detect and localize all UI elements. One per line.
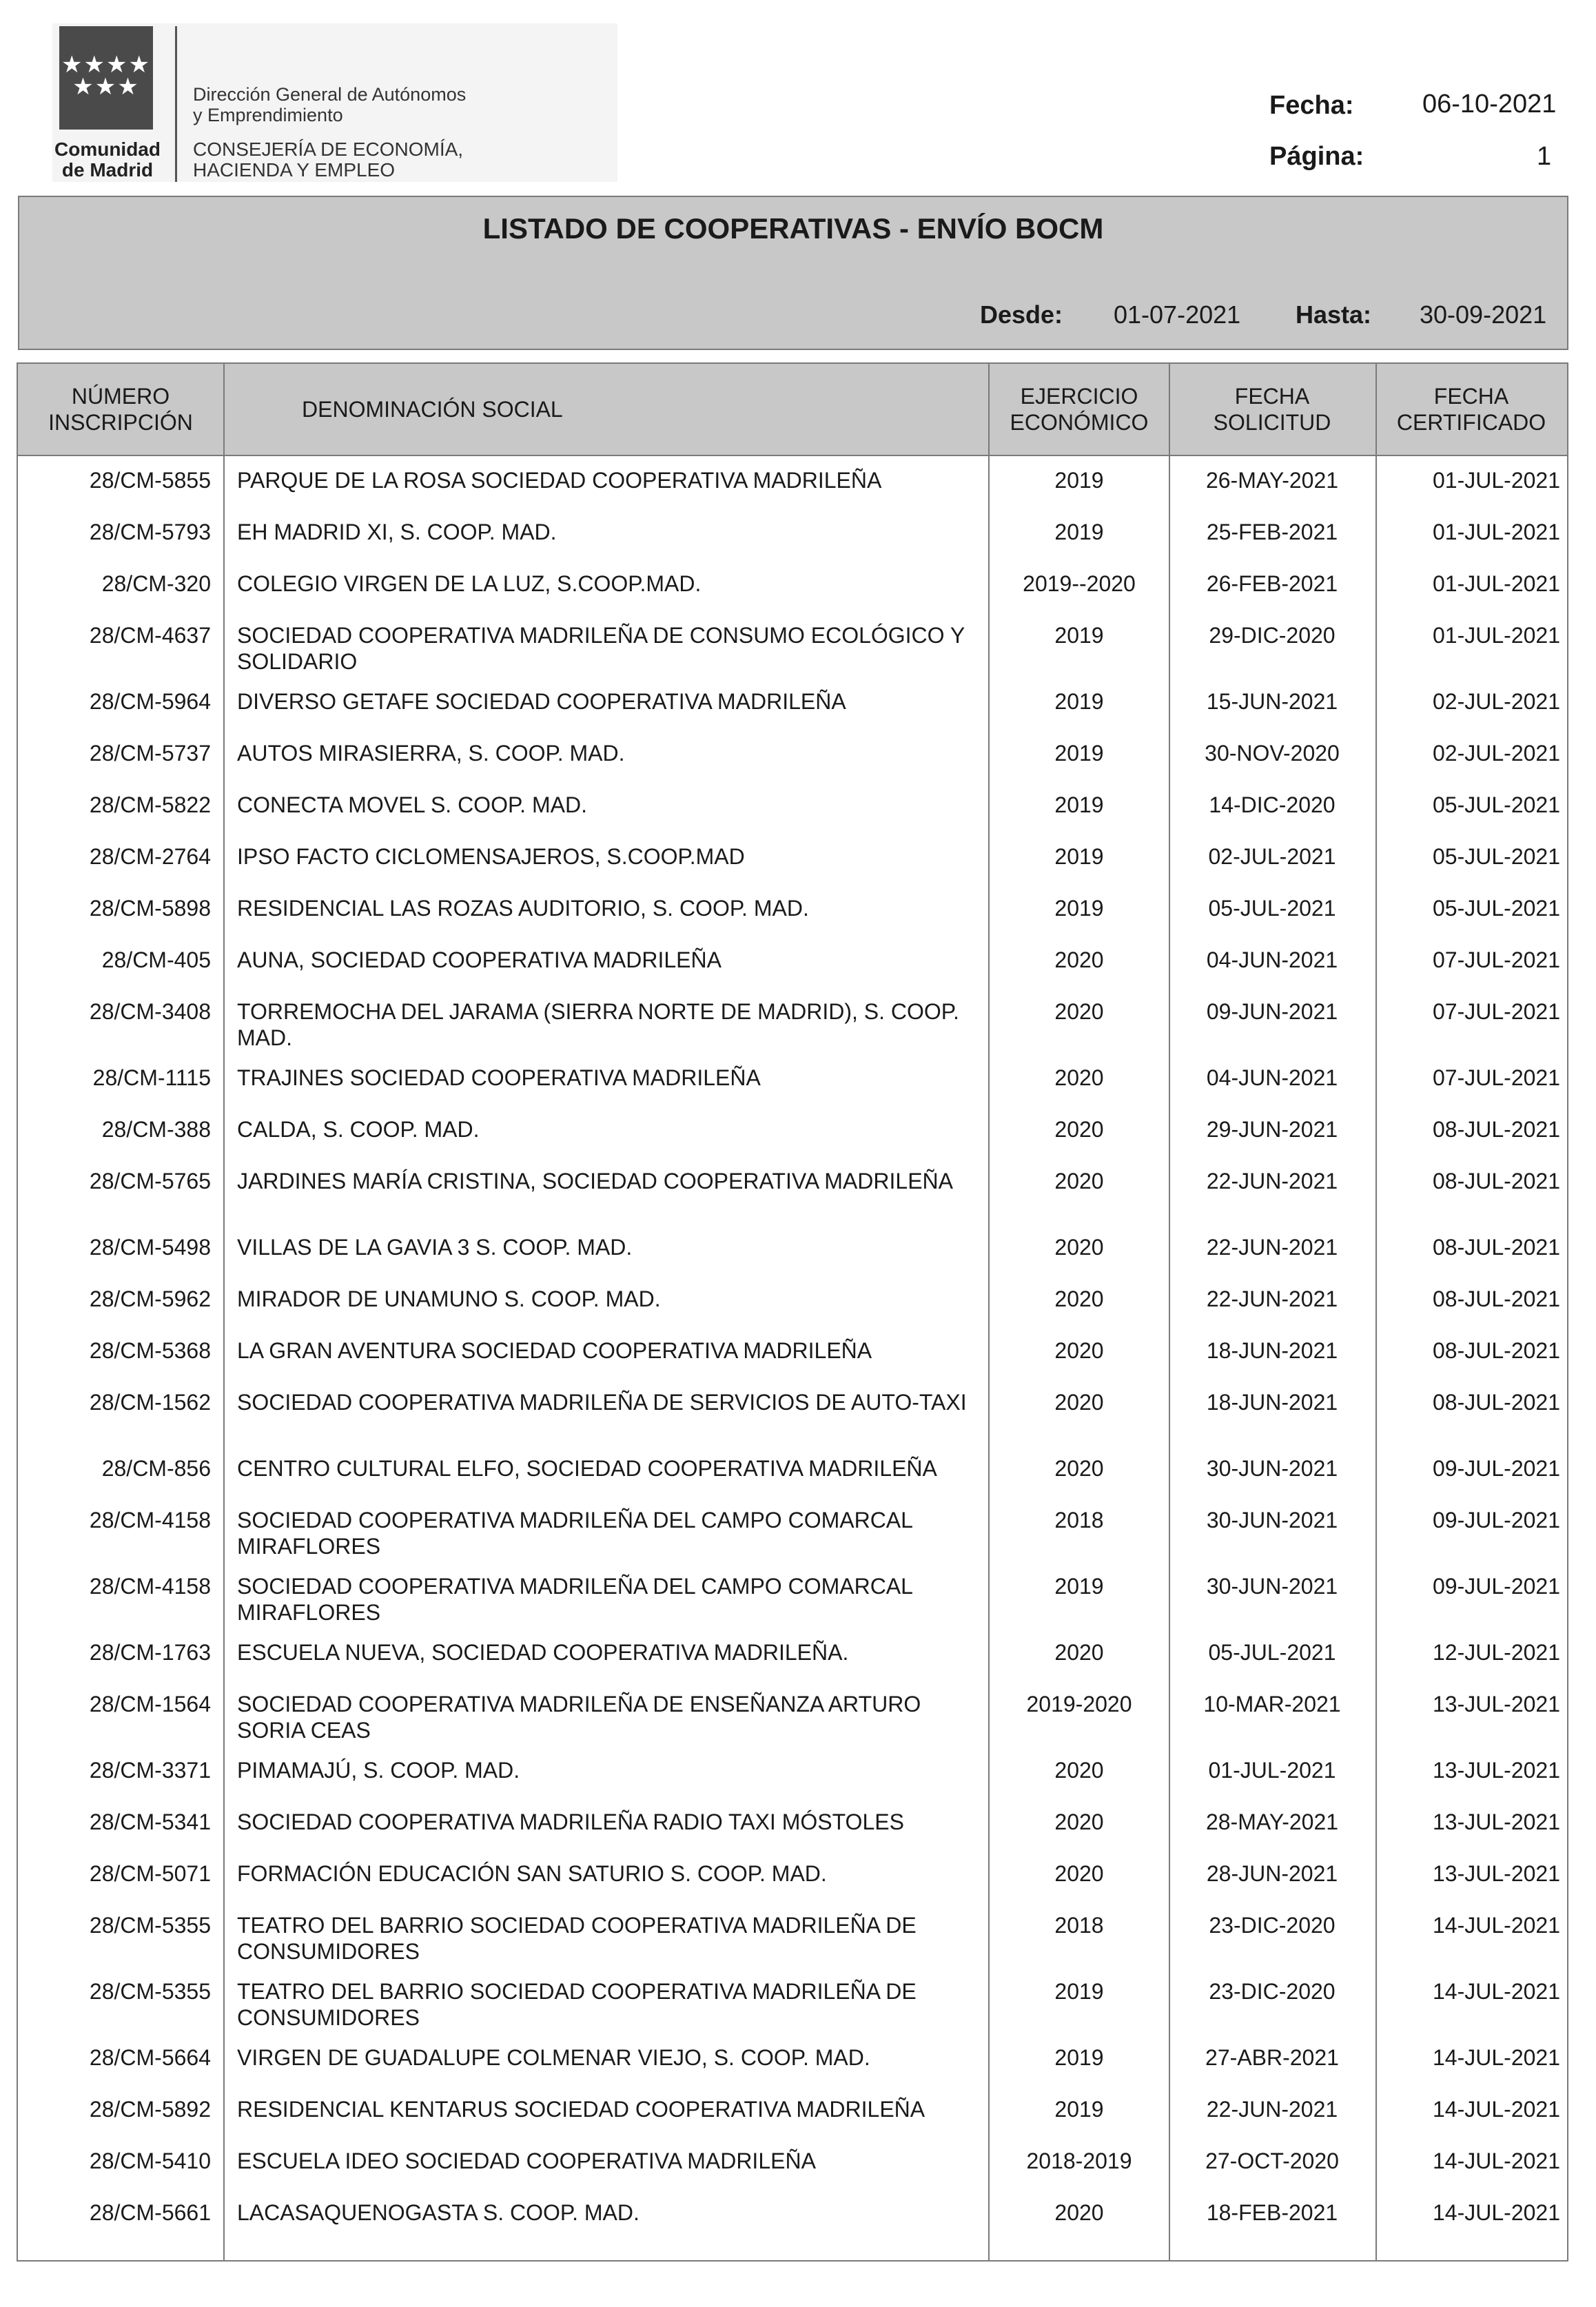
- cell-numero-inscripcion: 28/CM-4158: [89, 1508, 211, 1532]
- cell-denominacion-social: COLEGIO VIRGEN DE LA LUZ, S.COOP.MAD.: [237, 571, 702, 596]
- cell-numero-inscripcion: 28/CM-5368: [89, 1338, 211, 1363]
- cell-denominacion-social: TRAJINES SOCIEDAD COOPERATIVA MADRILEÑA: [237, 1065, 761, 1090]
- cell-ejercicio-economico: 2020: [1054, 1456, 1104, 1481]
- cell-ejercicio-economico: 2020: [1054, 947, 1104, 972]
- cell-numero-inscripcion: 28/CM-1564: [89, 1692, 211, 1716]
- cell-ejercicio-economico: 2020: [1054, 1117, 1104, 1142]
- table-row: [18, 2148, 1567, 2200]
- table-row: [18, 1757, 1567, 1809]
- table-row: [18, 740, 1567, 792]
- cell-numero-inscripcion: 28/CM-388: [101, 1117, 211, 1142]
- hasta-value: 30-09-2021: [1420, 300, 1547, 329]
- cell-numero-inscripcion: 28/CM-5765: [89, 1169, 211, 1193]
- table-row: [18, 792, 1567, 843]
- cooperatives-table: [17, 362, 1568, 2262]
- header-fecha-solicitud: FECHA SOLICITUD: [1213, 384, 1331, 435]
- cell-numero-inscripcion: 28/CM-320: [101, 571, 211, 596]
- cell-fecha-solicitud: 22-JUN-2021: [1206, 1169, 1338, 1193]
- cell-denominacion-social: SOCIEDAD COOPERATIVA MADRILEÑA RADIO TAXI MÓSTOLES: [237, 1809, 904, 1834]
- table-row: [18, 1809, 1567, 1860]
- cell-ejercicio-economico: 2020: [1054, 1065, 1104, 1090]
- cell-fecha-solicitud: 26-MAY-2021: [1205, 468, 1339, 493]
- cell-denominacion-social: IPSO FACTO CICLOMENSAJEROS, S.COOP.MAD: [237, 844, 745, 869]
- cell-fecha-certificado: 05-JUL-2021: [1433, 792, 1560, 817]
- table-row: [18, 467, 1567, 519]
- cell-fecha-certificado: 13-JUL-2021: [1433, 1809, 1560, 1834]
- cell-fecha-solicitud: 22-JUN-2021: [1206, 1286, 1338, 1311]
- cell-fecha-certificado: 01-JUL-2021: [1433, 571, 1560, 596]
- cell-ejercicio-economico: 2019: [1054, 2045, 1104, 2070]
- cell-numero-inscripcion: 28/CM-5962: [89, 1286, 211, 1311]
- cell-denominacion-social: SOCIEDAD COOPERATIVA MADRILEÑA DE SERVICIOS DE AUTO-TAXI: [237, 1390, 967, 1415]
- cell-fecha-certificado: 09-JUL-2021: [1433, 1456, 1560, 1481]
- cell-fecha-certificado: 07-JUL-2021: [1433, 1065, 1560, 1090]
- cell-fecha-solicitud: 02-JUL-2021: [1208, 844, 1336, 869]
- cell-ejercicio-economico: 2020: [1054, 1640, 1104, 1665]
- cell-numero-inscripcion: 28/CM-5793: [89, 520, 211, 544]
- cell-ejercicio-economico: 2019: [1054, 623, 1104, 648]
- cell-fecha-solicitud: 09-JUN-2021: [1206, 999, 1338, 1024]
- table-row: [18, 1234, 1567, 1286]
- cell-numero-inscripcion: 28/CM-3371: [89, 1758, 211, 1783]
- cell-fecha-certificado: 14-JUL-2021: [1433, 2045, 1560, 2070]
- desde-value: 01-07-2021: [1114, 300, 1241, 329]
- cell-numero-inscripcion: 28/CM-3408: [89, 999, 211, 1024]
- cell-fecha-certificado: 14-JUL-2021: [1433, 1913, 1560, 1938]
- table-row: [18, 1065, 1567, 1116]
- cell-ejercicio-economico: 2018-2019: [1026, 2149, 1132, 2173]
- cell-denominacion-social: DIVERSO GETAFE SOCIEDAD COOPERATIVA MADRILEÑA: [237, 689, 846, 714]
- cell-fecha-certificado: 01-JUL-2021: [1433, 468, 1560, 493]
- cell-numero-inscripcion: 28/CM-1562: [89, 1390, 211, 1415]
- department-name: CONSEJERÍA DE ECONOMÍA, HACIENDA Y EMPLEO: [193, 139, 464, 181]
- cell-denominacion-social: RESIDENCIAL LAS ROZAS AUDITORIO, S. COOP. MAD.: [237, 896, 809, 921]
- cell-numero-inscripcion: 28/CM-5855: [89, 468, 211, 493]
- cell-ejercicio-economico: 2019: [1054, 896, 1104, 921]
- cell-denominacion-social: VILLAS DE LA GAVIA 3 S. COOP. MAD.: [237, 1235, 633, 1260]
- cell-fecha-solicitud: 01-JUL-2021: [1208, 1758, 1336, 1783]
- cell-ejercicio-economico: 2020: [1054, 1235, 1104, 1260]
- cell-ejercicio-economico: 2019: [1054, 2097, 1104, 2122]
- header-numero-inscripcion: NÚMERO INSCRIPCIÓN: [48, 384, 193, 435]
- cell-denominacion-social: PARQUE DE LA ROSA SOCIEDAD COOPERATIVA MADRILEÑA: [237, 468, 882, 493]
- cell-numero-inscripcion: 28/CM-5355: [89, 1979, 211, 2004]
- cell-denominacion-social: LA GRAN AVENTURA SOCIEDAD COOPERATIVA MADRILEÑA: [237, 1338, 872, 1363]
- cell-denominacion-social: PIMAMAJÚ, S. COOP. MAD.: [237, 1758, 520, 1783]
- table-row: [18, 622, 1567, 688]
- page-title: LISTADO DE COOPERATIVAS - ENVÍO BOCM: [482, 212, 1104, 245]
- cell-fecha-solicitud: 27-ABR-2021: [1205, 2045, 1339, 2070]
- cell-fecha-solicitud: 23-DIC-2020: [1209, 1979, 1336, 2004]
- cell-fecha-solicitud: 26-FEB-2021: [1206, 571, 1338, 596]
- title-box: [18, 196, 1568, 350]
- cell-ejercicio-economico: 2020: [1054, 999, 1104, 1024]
- cell-fecha-solicitud: 27-OCT-2020: [1205, 2149, 1339, 2173]
- cell-fecha-solicitud: 29-DIC-2020: [1209, 623, 1336, 648]
- cell-fecha-certificado: 08-JUL-2021: [1433, 1169, 1560, 1193]
- logo-divider: [175, 26, 177, 182]
- cell-ejercicio-economico: 2019: [1054, 1574, 1104, 1599]
- pagina-label: Página:: [1269, 142, 1364, 171]
- table-row: [18, 1860, 1567, 1912]
- cell-denominacion-social: VIRGEN DE GUADALUPE COLMENAR VIEJO, S. COOP. MAD.: [237, 2045, 870, 2070]
- cell-fecha-certificado: 08-JUL-2021: [1433, 1338, 1560, 1363]
- cell-fecha-certificado: 13-JUL-2021: [1433, 1758, 1560, 1783]
- cell-denominacion-social: EH MADRID XI, S. COOP. MAD.: [237, 520, 557, 544]
- table-row: [18, 1639, 1567, 1691]
- cell-fecha-certificado: 07-JUL-2021: [1433, 999, 1560, 1024]
- cell-denominacion-social: TEATRO DEL BARRIO SOCIEDAD COOPERATIVA MADRILEÑA DE CONSUMIDORES: [237, 1979, 917, 2030]
- cell-fecha-certificado: 08-JUL-2021: [1433, 1117, 1560, 1142]
- cell-numero-inscripcion: 28/CM-5071: [89, 1861, 211, 1886]
- desde-label: Desde:: [980, 300, 1063, 329]
- cell-fecha-certificado: 09-JUL-2021: [1433, 1508, 1560, 1532]
- header-denominacion-social: DENOMINACIÓN SOCIAL: [302, 397, 563, 422]
- table-row: [18, 1286, 1567, 1337]
- cell-denominacion-social: CENTRO CULTURAL ELFO, SOCIEDAD COOPERATIVA MADRILEÑA: [237, 1456, 937, 1481]
- pagina-value: 1: [1537, 142, 1552, 171]
- cell-denominacion-social: FORMACIÓN EDUCACIÓN SAN SATURIO S. COOP. MAD.: [237, 1861, 827, 1886]
- table-row: [18, 1573, 1567, 1639]
- cell-ejercicio-economico: 2019--2020: [1023, 571, 1136, 596]
- cell-numero-inscripcion: 28/CM-5661: [89, 2200, 211, 2225]
- cell-fecha-solicitud: 23-DIC-2020: [1209, 1913, 1336, 1938]
- cell-fecha-solicitud: 22-JUN-2021: [1206, 2097, 1338, 2122]
- cell-fecha-certificado: 13-JUL-2021: [1433, 1861, 1560, 1886]
- cell-numero-inscripcion: 28/CM-405: [101, 947, 211, 972]
- cell-fecha-solicitud: 04-JUN-2021: [1206, 1065, 1338, 1090]
- cell-fecha-certificado: 14-JUL-2021: [1433, 2149, 1560, 2173]
- cell-numero-inscripcion: 28/CM-856: [101, 1456, 211, 1481]
- cell-ejercicio-economico: 2020: [1054, 1390, 1104, 1415]
- cell-ejercicio-economico: 2020: [1054, 1169, 1104, 1193]
- cell-numero-inscripcion: 28/CM-5664: [89, 2045, 211, 2070]
- cell-fecha-certificado: 12-JUL-2021: [1433, 1640, 1560, 1665]
- cell-fecha-solicitud: 30-NOV-2020: [1205, 741, 1340, 766]
- cell-fecha-certificado: 02-JUL-2021: [1433, 741, 1560, 766]
- hasta-label: Hasta:: [1296, 300, 1372, 329]
- cell-ejercicio-economico: 2018: [1054, 1913, 1104, 1938]
- cell-denominacion-social: RESIDENCIAL KENTARUS SOCIEDAD COOPERATIVA MADRILEÑA: [237, 2097, 925, 2122]
- cell-numero-inscripcion: 28/CM-5822: [89, 792, 211, 817]
- cell-ejercicio-economico: 2020: [1054, 1338, 1104, 1363]
- cell-fecha-certificado: 05-JUL-2021: [1433, 844, 1560, 869]
- table-row: [18, 1978, 1567, 2044]
- directorate-name: Dirección General de Autónomos y Emprendimiento: [193, 84, 467, 125]
- cell-denominacion-social: CONECTA MOVEL S. COOP. MAD.: [237, 792, 587, 817]
- table-row: [18, 2096, 1567, 2148]
- cell-fecha-certificado: 05-JUL-2021: [1433, 896, 1560, 921]
- table-row: [18, 1116, 1567, 1168]
- cell-ejercicio-economico: 2020: [1054, 1861, 1104, 1886]
- table-row: [18, 947, 1567, 998]
- cell-fecha-solicitud: 05-JUL-2021: [1208, 1640, 1336, 1665]
- cell-numero-inscripcion: 28/CM-5737: [89, 741, 211, 766]
- cell-ejercicio-economico: 2019: [1054, 468, 1104, 493]
- table-row: [18, 843, 1567, 895]
- table-row: [18, 2200, 1567, 2251]
- cell-denominacion-social: LACASAQUENOGASTA S. COOP. MAD.: [237, 2200, 640, 2225]
- table-body: [18, 467, 1567, 2251]
- cell-numero-inscripcion: 28/CM-5898: [89, 896, 211, 921]
- cell-fecha-solicitud: 28-JUN-2021: [1206, 1861, 1338, 1886]
- cell-denominacion-social: CALDA, S. COOP. MAD.: [237, 1117, 480, 1142]
- cell-fecha-solicitud: 22-JUN-2021: [1206, 1235, 1338, 1260]
- table-row: [18, 1455, 1567, 1507]
- table-row: [18, 1912, 1567, 1978]
- table-row: [18, 2044, 1567, 2096]
- cell-fecha-certificado: 14-JUL-2021: [1433, 1979, 1560, 2004]
- cell-denominacion-social: AUNA, SOCIEDAD COOPERATIVA MADRILEÑA: [237, 947, 722, 972]
- cell-fecha-certificado: 14-JUL-2021: [1433, 2097, 1560, 2122]
- cell-fecha-solicitud: 25-FEB-2021: [1206, 520, 1338, 544]
- cell-ejercicio-economico: 2019-2020: [1026, 1692, 1132, 1716]
- cell-fecha-certificado: 08-JUL-2021: [1433, 1235, 1560, 1260]
- header-ejercicio-economico: EJERCICIO ECONÓMICO: [1010, 384, 1149, 435]
- cell-numero-inscripcion: 28/CM-1115: [92, 1065, 211, 1090]
- cell-numero-inscripcion: 28/CM-5498: [89, 1235, 211, 1260]
- cell-denominacion-social: ESCUELA NUEVA, SOCIEDAD COOPERATIVA MADRILEÑA.: [237, 1640, 849, 1665]
- cell-numero-inscripcion: 28/CM-5355: [89, 1913, 211, 1938]
- table-row: [18, 519, 1567, 571]
- cell-fecha-solicitud: 29-JUN-2021: [1206, 1117, 1338, 1142]
- cell-fecha-certificado: 14-JUL-2021: [1433, 2200, 1560, 2225]
- cell-ejercicio-economico: 2019: [1054, 520, 1104, 544]
- table-row: [18, 895, 1567, 947]
- cell-fecha-solicitud: 18-JUN-2021: [1206, 1338, 1338, 1363]
- cell-numero-inscripcion: 28/CM-4637: [89, 623, 211, 648]
- cell-ejercicio-economico: 2020: [1054, 1286, 1104, 1311]
- table-row: [18, 1337, 1567, 1389]
- cell-fecha-solicitud: 14-DIC-2020: [1209, 792, 1336, 817]
- cell-fecha-solicitud: 18-JUN-2021: [1206, 1390, 1338, 1415]
- region-name: Comunidad de Madrid: [54, 139, 161, 181]
- cell-fecha-solicitud: 30-JUN-2021: [1206, 1456, 1338, 1481]
- stars-icon: ★★★★ ★★★: [61, 51, 151, 101]
- cell-fecha-solicitud: 30-JUN-2021: [1206, 1508, 1338, 1532]
- fecha-value: 06-10-2021: [1422, 90, 1557, 119]
- cell-numero-inscripcion: 28/CM-2764: [89, 844, 211, 869]
- table-row: [18, 571, 1567, 622]
- table-row: [18, 1507, 1567, 1573]
- cell-denominacion-social: MIRADOR DE UNAMUNO S. COOP. MAD.: [237, 1286, 661, 1311]
- cell-fecha-certificado: 07-JUL-2021: [1433, 947, 1560, 972]
- cell-denominacion-social: ESCUELA IDEO SOCIEDAD COOPERATIVA MADRILEÑA: [237, 2149, 816, 2173]
- table-row: [18, 1168, 1567, 1234]
- cell-ejercicio-economico: 2020: [1054, 1758, 1104, 1783]
- cell-ejercicio-economico: 2018: [1054, 1508, 1104, 1532]
- cell-denominacion-social: TORREMOCHA DEL JARAMA (SIERRA NORTE DE MADRID), S. COOP. MAD.: [237, 999, 959, 1050]
- table-row: [18, 998, 1567, 1065]
- table-row: [18, 688, 1567, 740]
- cell-denominacion-social: SOCIEDAD COOPERATIVA MADRILEÑA DE CONSUMO ECOLÓGICO Y SOLIDARIO: [237, 623, 965, 674]
- cell-fecha-solicitud: 18-FEB-2021: [1206, 2200, 1338, 2225]
- cell-denominacion-social: AUTOS MIRASIERRA, S. COOP. MAD.: [237, 741, 625, 766]
- cell-fecha-solicitud: 28-MAY-2021: [1205, 1809, 1339, 1834]
- cell-fecha-solicitud: 10-MAR-2021: [1203, 1692, 1341, 1716]
- cell-ejercicio-economico: 2020: [1054, 1809, 1104, 1834]
- table-row: [18, 1389, 1567, 1455]
- cell-fecha-certificado: 01-JUL-2021: [1433, 623, 1560, 648]
- cell-fecha-certificado: 02-JUL-2021: [1433, 689, 1560, 714]
- cell-denominacion-social: JARDINES MARÍA CRISTINA, SOCIEDAD COOPERATIVA MADRILEÑA: [237, 1169, 953, 1193]
- cell-fecha-solicitud: 04-JUN-2021: [1206, 947, 1338, 972]
- cell-numero-inscripcion: 28/CM-5964: [89, 689, 211, 714]
- cell-denominacion-social: TEATRO DEL BARRIO SOCIEDAD COOPERATIVA MADRILEÑA DE CONSUMIDORES: [237, 1913, 917, 1964]
- cell-fecha-certificado: 08-JUL-2021: [1433, 1390, 1560, 1415]
- cell-numero-inscripcion: 28/CM-5410: [89, 2149, 211, 2173]
- cell-ejercicio-economico: 2019: [1054, 689, 1104, 714]
- cell-fecha-solicitud: 30-JUN-2021: [1206, 1574, 1338, 1599]
- cell-numero-inscripcion: 28/CM-5341: [89, 1809, 211, 1834]
- cell-ejercicio-economico: 2020: [1054, 2200, 1104, 2225]
- cell-fecha-solicitud: 05-JUL-2021: [1208, 896, 1336, 921]
- cell-ejercicio-economico: 2019: [1054, 741, 1104, 766]
- cell-ejercicio-economico: 2019: [1054, 844, 1104, 869]
- fecha-label: Fecha:: [1269, 91, 1354, 120]
- cell-numero-inscripcion: 28/CM-5892: [89, 2097, 211, 2122]
- header-fecha-certificado: FECHA CERTIFICADO: [1396, 384, 1546, 435]
- cell-fecha-certificado: 09-JUL-2021: [1433, 1574, 1560, 1599]
- cell-fecha-certificado: 08-JUL-2021: [1433, 1286, 1560, 1311]
- cell-numero-inscripcion: 28/CM-4158: [89, 1574, 211, 1599]
- cell-numero-inscripcion: 28/CM-1763: [89, 1640, 211, 1665]
- cell-denominacion-social: SOCIEDAD COOPERATIVA MADRILEÑA DEL CAMPO COMARCAL MIRAFLORES: [237, 1574, 912, 1625]
- cell-ejercicio-economico: 2019: [1054, 792, 1104, 817]
- cell-denominacion-social: SOCIEDAD COOPERATIVA MADRILEÑA DE ENSEÑANZA ARTURO SORIA CEAS: [237, 1692, 921, 1743]
- table-row: [18, 1691, 1567, 1757]
- table-header: [18, 364, 1567, 456]
- madrid-flag-logo: [59, 26, 153, 130]
- cell-denominacion-social: SOCIEDAD COOPERATIVA MADRILEÑA DEL CAMPO COMARCAL MIRAFLORES: [237, 1508, 912, 1559]
- cell-fecha-certificado: 01-JUL-2021: [1433, 520, 1560, 544]
- logo-block: [52, 23, 617, 182]
- cell-fecha-solicitud: 15-JUN-2021: [1206, 689, 1338, 714]
- cell-fecha-certificado: 13-JUL-2021: [1433, 1692, 1560, 1716]
- cell-ejercicio-economico: 2019: [1054, 1979, 1104, 2004]
